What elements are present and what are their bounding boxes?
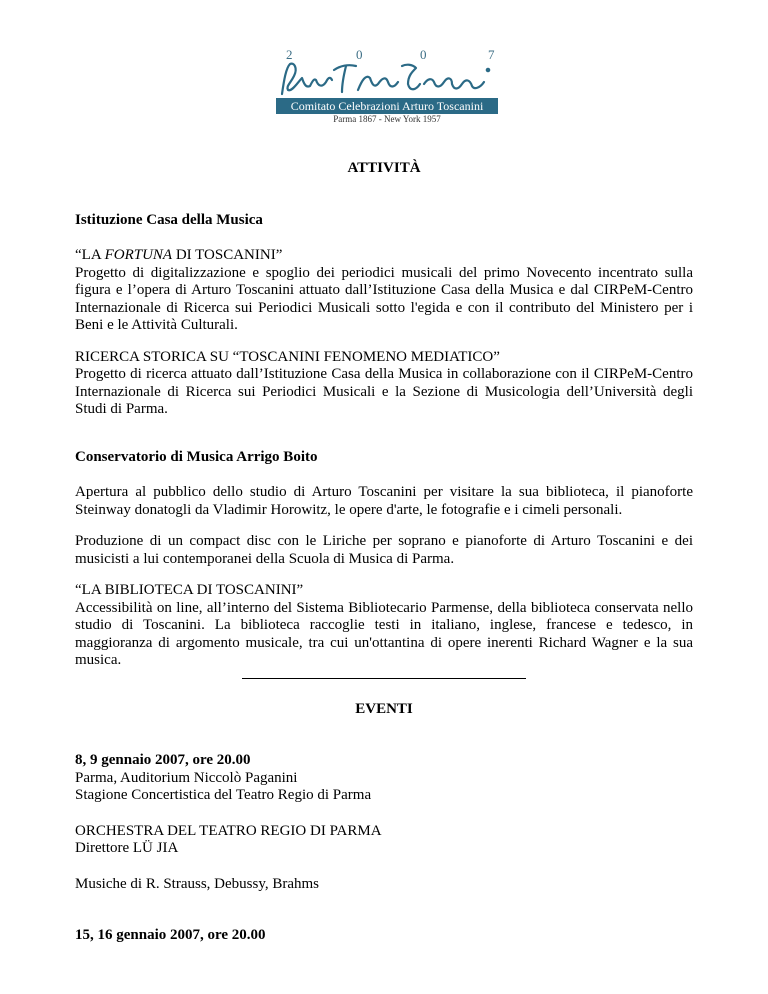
ricerca-title: RICERCA STORICA SU “TOSCANINI FENOMENO MEDIATICO” [75, 348, 500, 365]
ricerca-body: Progetto di ricerca attuato dall’Istituzione Casa della Musica in collaborazione con il CIRPeM-Centro Internazionale di Ricerca sui Periodici Musicali e la Sezione di Musicologia dell’Università degli Studi di Parma. [75, 366, 693, 417]
fortuna-word: FORTUNA [104, 247, 173, 263]
biblioteca-body: Accessibilità on line, all’interno del Sistema Bibliotecario Parmense, della biblioteca conservata nello studio di Toscanini. La biblioteca raccoglie testi in italiano, inglese, francese e tedesco, in maggioranza di argomento musicale, tra cui un'ottantina di opere inerenti Richard Wagner e la sua musica. [75, 599, 693, 668]
section-heading-attivita: ATTIVITÀ [347, 160, 421, 176]
event1-date: 8, 9 gennaio 2007, ore 20.00 [75, 752, 251, 768]
section-divider [242, 670, 526, 679]
event1-director: Direttore LÜ JIA [75, 840, 179, 856]
signature-icon [276, 60, 498, 98]
logo-dates: Parma 1867 - New York 1957 [333, 114, 441, 124]
fortuna-title: “LA FORTUNA DI TOSCANINI” [75, 247, 283, 263]
event1-season: Stagione Concertistica del Teatro Regio di Parma [75, 787, 372, 803]
year-digit: 0 [420, 47, 427, 62]
section-heading-eventi: EVENTI [355, 700, 413, 717]
year-digit: 2 [286, 47, 293, 62]
conservatorio-title: Conservatorio di Musica Arrigo Boito [75, 448, 318, 465]
event1-orchestra: ORCHESTRA DEL TEATRO REGIO DI PARMA [75, 822, 382, 839]
fortuna-body: Progetto di digitalizzazione e spoglio dei periodici musicali del primo Novecento incentrato sulla figura e l’opera di Arturo Toscanini attuato dall’Istituzione Casa della Musica e dal CIRPeM-Centro Internazionale di Ricerca sui Periodici Musicali sotto l'egida e con il contributo del Ministero per i Beni e le Attività Culturali. [75, 264, 693, 333]
studio-paragraph: Apertura al pubblico dello studio di Arturo Toscanini per visitare la sua biblioteca, il pianoforte Steinway donatogli da Vladimir Horowitz, le opere d'arte, le fotografie e i cimeli personali. [75, 484, 693, 518]
compact-disc-paragraph: Produzione di un compact disc con le Liriche per soprano e pianoforte di Arturo Toscanini e dei musicisti a lui contemporanei della Scuola di Musica di Parma. [75, 533, 693, 567]
year-digit: 0 [356, 47, 363, 62]
casa-musica-title: Istituzione Casa della Musica [75, 211, 263, 228]
event1-venue: Parma, Auditorium Niccolò Paganini [75, 769, 298, 786]
logo-year [276, 46, 498, 60]
event1-music: Musiche di R. Strauss, Debussy, Brahms [75, 875, 320, 892]
committee-banner: Comitato Celebrazioni Arturo Toscanini [276, 98, 498, 114]
year-digit: 7 [488, 47, 495, 62]
event2-date: 15, 16 gennaio 2007, ore 20.00 [75, 927, 266, 943]
toscanini-logo [276, 46, 498, 122]
document-body [75, 160, 693, 945]
biblioteca-title: “LA BIBLIOTECA DI TOSCANINI” [75, 582, 304, 598]
